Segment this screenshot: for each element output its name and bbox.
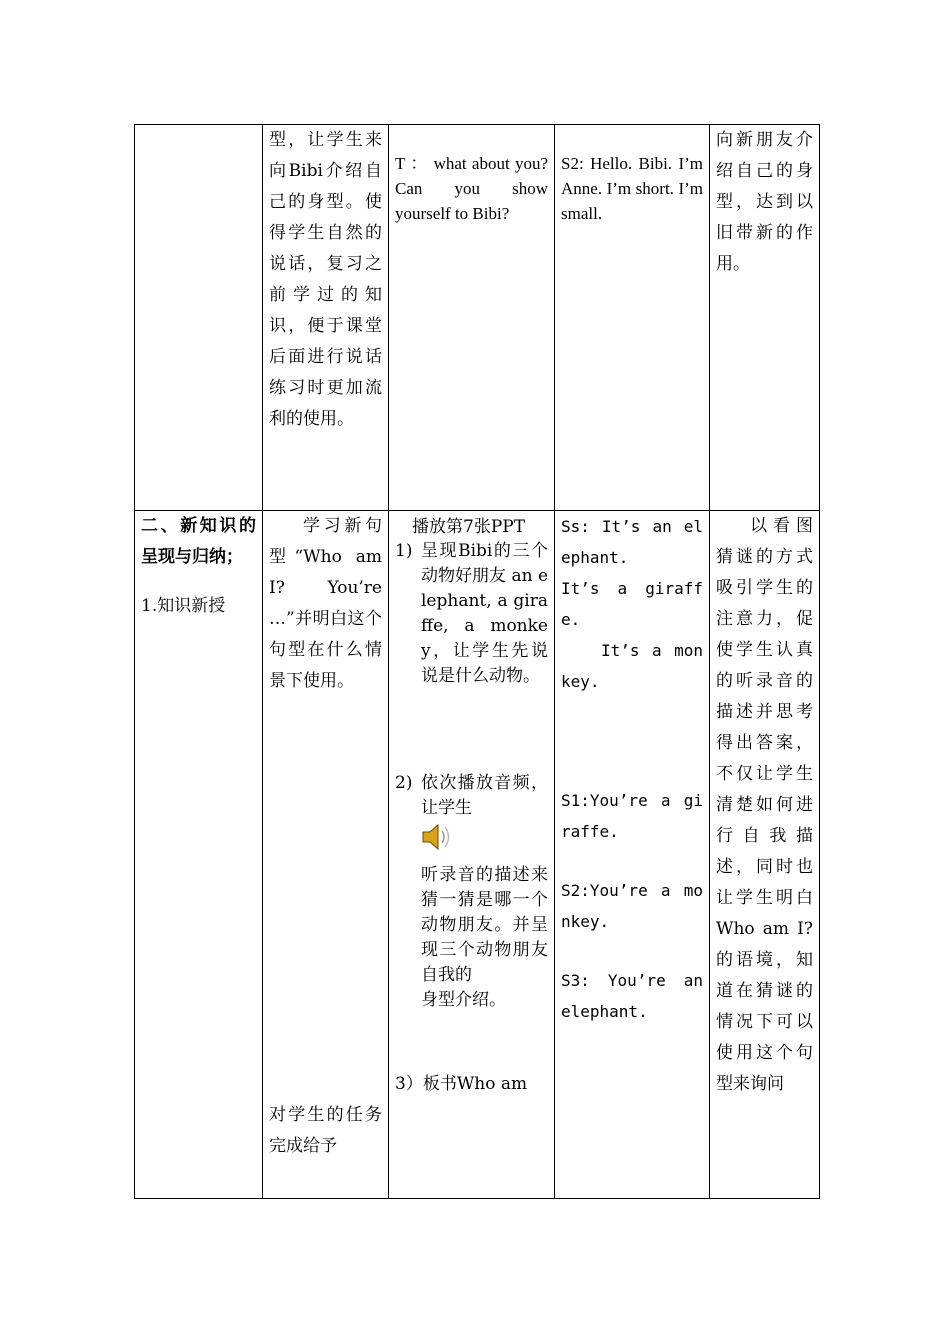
student-response: It’s a monkey.: [561, 641, 703, 691]
teacher-intro: 播放第7张PPT: [412, 517, 526, 537]
step-cell: [135, 511, 263, 1199]
purpose-cell: [263, 125, 389, 511]
step-title: 二、新知识的呈现与归纳；: [141, 516, 256, 567]
design-intent-cell: [710, 511, 820, 1199]
teacher-activity-cell: [389, 125, 555, 511]
list-item: [395, 771, 548, 1013]
speaker-icon[interactable]: [421, 821, 457, 853]
student-response: S1:You’re a giraffe.: [561, 791, 703, 841]
list-text: 听录音的描述来猜一猜是哪一个动物朋友。并呈现三个动物朋友自我的: [421, 865, 548, 985]
table-row: [135, 125, 820, 511]
design-intent-text: 以看图猜谜的方式吸引学生的注意力，促使学生认真的听录音的描述并思考得出答案，不仅让学生清楚如何进行自我描述，同时也让学生明白Who am I?的语境，知道在猜谜的情况下可以使用这个句型来询问: [716, 516, 813, 1094]
purpose-cell: [263, 511, 389, 1199]
list-text: 依次播放音频，让学生: [421, 773, 548, 818]
teacher-activity-text: T ： what about you? Can you show yourself to Bibi?: [395, 154, 548, 223]
student-response: It’s a giraffe.: [561, 579, 703, 629]
table-row: [135, 511, 820, 1199]
list-item: [395, 539, 548, 689]
student-activity-text: S2: Hello. Bibi. I’m Anne. I’m short. I’m small.: [561, 154, 703, 223]
design-intent-cell: [710, 125, 820, 511]
list-text: 身型介绍。: [421, 990, 506, 1010]
purpose-text-continued: 对学生的任务完成给予: [269, 1105, 382, 1156]
lesson-plan-table: [134, 124, 820, 1199]
purpose-text: 型，让学生来向Bibi介绍自己的身型。使得学生自然的说话，复习之前学过的知识，便于课堂后面进行说话练习时更加流利的使用。: [269, 130, 382, 429]
list-item-3: 3）板书Who am: [395, 1074, 528, 1094]
student-response: Ss: It’s an elephant.: [561, 517, 703, 567]
teacher-activity-cell: [389, 511, 555, 1199]
step-cell: [135, 125, 263, 511]
student-activity-cell: [555, 511, 710, 1199]
step-subtitle: 1.知识新授: [141, 596, 226, 616]
purpose-text: 学习新句型“Who am I? You’re …”并明白这个句型在什么情景下使用。: [269, 516, 382, 691]
student-response: S3: You’re an elephant.: [561, 971, 703, 1021]
list-number: 1): [395, 541, 413, 561]
list-text: 呈现Bibi的三个动物好朋友 an elephant, a giraffe, a monkey，让学生先说说是什么动物。: [421, 541, 548, 686]
list-number: 2): [395, 773, 413, 793]
design-intent-text: 向新朋友介绍自己的身型，达到以旧带新的作用。: [716, 130, 813, 274]
student-response: S2:You’re a monkey.: [561, 881, 703, 931]
student-activity-cell: [555, 125, 710, 511]
